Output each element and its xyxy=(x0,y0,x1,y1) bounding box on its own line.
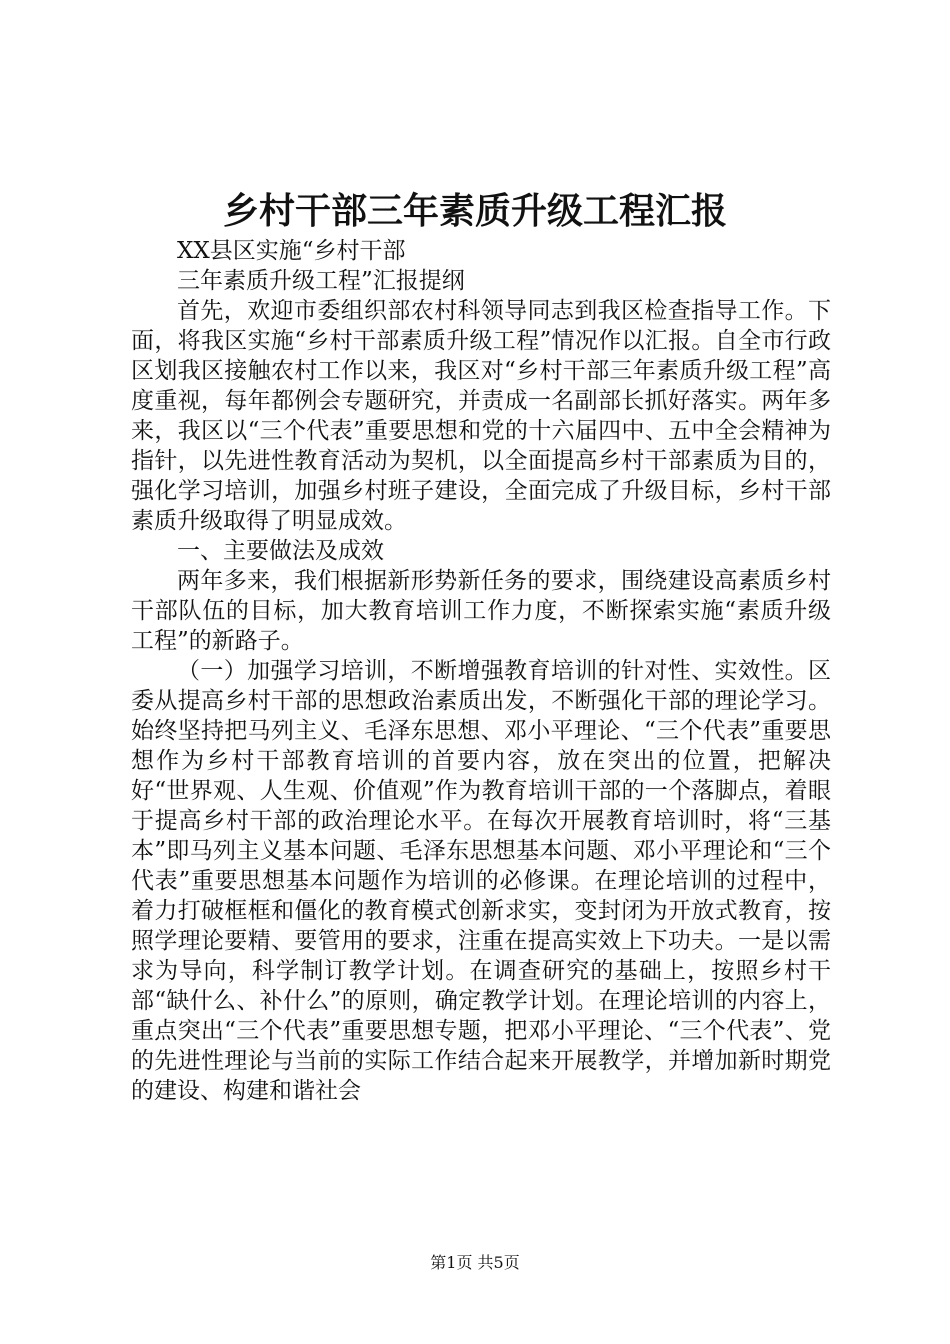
paragraph-section-intro: 两年多来，我们根据新形势新任务的要求，围绕建设高素质乡村干部队伍的目标，加大教育培训工作力度，不断探索实施“素质升级工程”的新路子。 xyxy=(131,568,831,654)
page-footer: 第1页 共5页 xyxy=(430,1253,520,1272)
paragraph-item-1: （一）加强学习培训，不断增强教育培训的针对性、实效性。区委从提高乡村干部的思想政治素质出发，不断强化干部的理论学习。始终坚持把马列主义、毛泽东思想、邓小平理论、“三个代表”重要思想作为乡村干部教育培训的首要内容，放在突出的位置，把解决好“世界观、人生观、价值观”作为教育培训干部的一个落脚点，着眼于提高乡村干部的政治理论水平。在每次开展教育培训时，将“三基本”即马列主义基本问题、毛泽东思想基本问题、邓小平理论和“三个代表”重要思想基本问题作为培训的必修课。在理论培训的过程中，着力打破框框和僵化的教育模式创新求实，变封闭为开放式教育，按照学理论要精、要管用的要求，注重在提高实效上下功夫。一是以需求为导向，科学制订教学计划。在调查研究的基础上，按照乡村干部“缺什么、补什么”的原则，确定教学计划。在理论培训的内容上，重点突出“三个代表”重要思想专题，把邓小平理论、“三个代表”、党的先进性理论与当前的实际工作结合起来开展教学，并增加新时期党的建设、构建和谐社会 xyxy=(131,658,831,1104)
section-heading: 一、主要做法及成效 xyxy=(177,538,384,564)
paragraph-subtitle-1: XX县区实施“乡村干部 xyxy=(177,238,406,264)
document-body xyxy=(131,236,831,1106)
paragraph-subtitle-2: 三年素质升级工程”汇报提纲 xyxy=(177,268,465,294)
paragraph-intro: 首先，欢迎市委组织部农村科领导同志到我区检查指导工作。下面，将我区实施“乡村干部素质升级工程”情况作以汇报。自全市行政区划我区接触农村工作以来，我区对“乡村干部三年素质升级工程”高度重视，每年都例会专题研究，并责成一名副部长抓好落实。两年多来，我区以“三个代表”重要思想和党的十六届四中、五中全会精神为指针，以先进性教育活动为契机，以全面提高乡村干部素质为目的，强化学习培训，加强乡村班子建设，全面完成了升级目标，乡村干部素质升级取得了明显成效。 xyxy=(131,298,831,534)
document-title: 乡村干部三年素质升级工程汇报 xyxy=(222,190,727,232)
